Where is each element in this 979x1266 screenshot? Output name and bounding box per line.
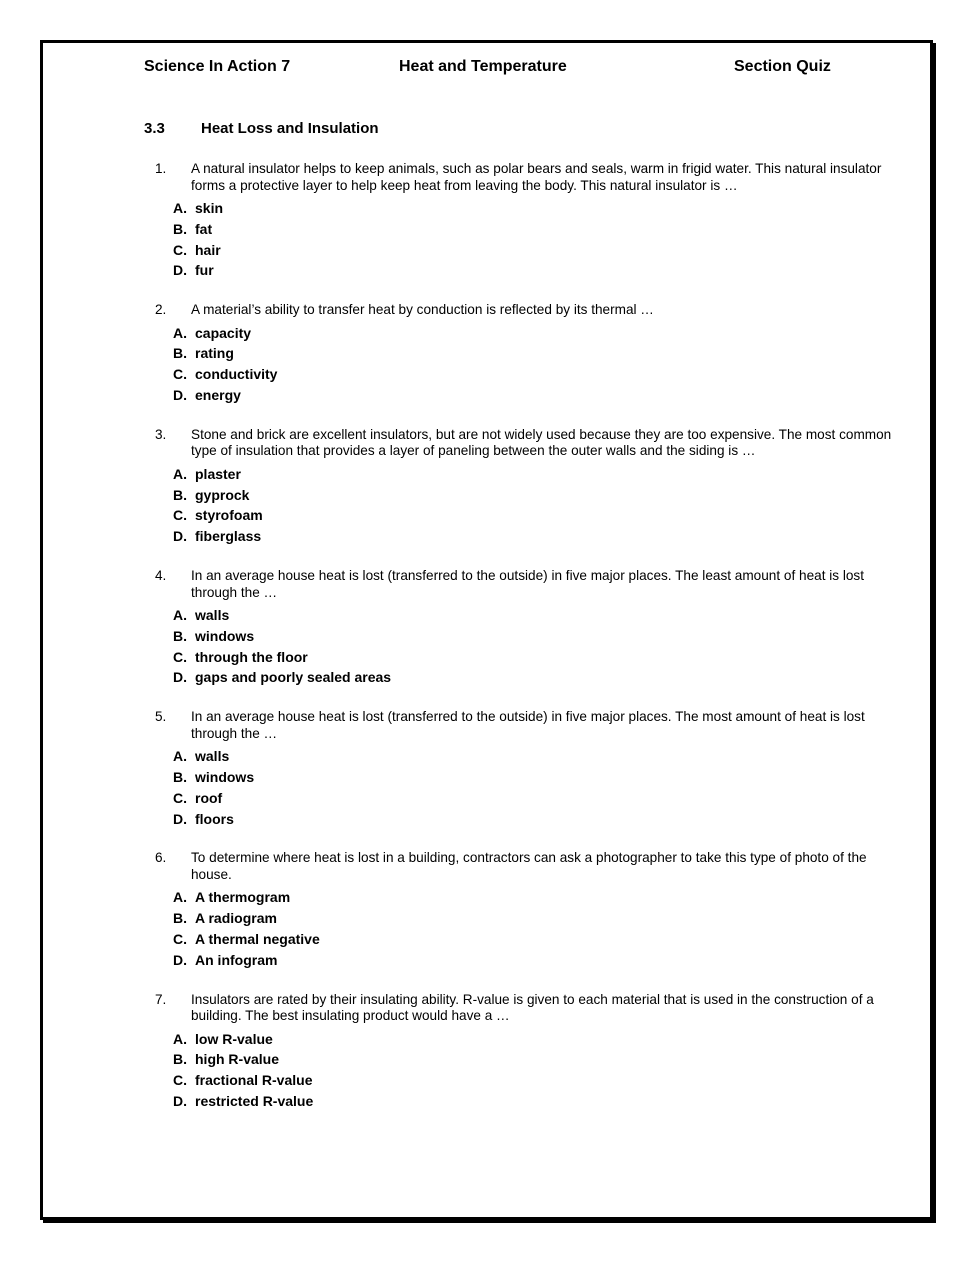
question-number: 1. xyxy=(155,161,167,176)
page-header xyxy=(0,58,979,80)
option-text: walls xyxy=(195,607,230,624)
option-text: walls xyxy=(195,748,230,765)
option-letter: B. xyxy=(173,910,187,927)
question-stem xyxy=(155,302,895,319)
question-2 xyxy=(155,302,895,406)
option-letter: A. xyxy=(173,748,187,765)
question-text: A material’s ability to transfer heat by conduction is reflected by its thermal … xyxy=(191,302,654,318)
option-text: plaster xyxy=(195,465,241,482)
option-letter: D. xyxy=(173,669,187,686)
answer-option xyxy=(173,240,895,261)
question-1 xyxy=(155,161,895,281)
question-number: 7. xyxy=(155,991,167,1007)
unit-title: Heat and Temperature xyxy=(399,58,567,75)
option-letter: D. xyxy=(173,387,187,404)
option-text: roof xyxy=(195,789,223,806)
answer-option xyxy=(173,908,895,929)
option-text: styrofoam xyxy=(195,507,263,524)
answer-option xyxy=(173,385,895,406)
option-text: skin xyxy=(195,200,224,216)
answer-options xyxy=(173,323,895,406)
question-3 xyxy=(155,427,895,547)
answer-option xyxy=(173,746,895,767)
answer-option xyxy=(173,485,895,506)
option-letter: B. xyxy=(173,220,187,237)
option-letter: C. xyxy=(173,931,187,948)
option-letter: A. xyxy=(173,324,187,341)
question-4 xyxy=(155,568,895,688)
option-text: gaps and poorly sealed areas xyxy=(195,669,392,686)
section-heading xyxy=(144,120,379,137)
option-text: windows xyxy=(195,769,255,786)
question-stem xyxy=(155,850,895,883)
answer-option xyxy=(173,950,895,971)
question-list xyxy=(155,161,895,1133)
option-letter: B. xyxy=(173,345,187,362)
answer-option xyxy=(173,505,895,526)
option-text: hair xyxy=(195,241,221,258)
question-text: A natural insulator helps to keep animals, such as polar bears and seals, warm in frigid water. This natural insulator forms a protective layer to help keep heat from leaving the body. This natural insulator is … xyxy=(191,161,882,193)
answer-options xyxy=(173,1029,895,1112)
option-text: energy xyxy=(195,387,241,404)
question-7 xyxy=(155,992,895,1112)
question-number: 4. xyxy=(155,568,167,584)
question-text: In an average house heat is lost (transferred to the outside) in five major places. The most amount of heat is lost through the … xyxy=(191,709,865,741)
answer-option xyxy=(173,343,895,364)
option-letter: A. xyxy=(173,465,187,482)
course-title: Science In Action 7 xyxy=(144,58,291,75)
answer-options xyxy=(173,605,895,688)
option-text: fur xyxy=(195,262,214,279)
option-letter: D. xyxy=(173,1093,187,1110)
option-text: windows xyxy=(195,627,255,644)
option-text: conductivity xyxy=(195,366,278,383)
option-letter: A. xyxy=(173,200,187,216)
option-text: restricted R-value xyxy=(195,1093,314,1110)
answer-option xyxy=(173,767,895,788)
answer-option xyxy=(173,364,895,385)
answer-option xyxy=(173,788,895,809)
answer-option xyxy=(173,809,895,830)
answer-option xyxy=(173,1049,895,1070)
option-text: An infogram xyxy=(195,951,278,968)
question-text: To determine where heat is lost in a building, contractors can ask a photographer to take this type of photo of the house. xyxy=(191,850,867,882)
option-text: A thermal negative xyxy=(195,931,320,948)
option-letter: C. xyxy=(173,1072,187,1089)
answer-option xyxy=(173,667,895,688)
question-stem xyxy=(155,709,895,742)
option-letter: C. xyxy=(173,789,187,806)
question-text: Stone and brick are excellent insulators, but are not widely used because they are too expensive. The most common type of insulation that provides a layer of paneling between the outer walls and the siding is … xyxy=(191,426,892,459)
option-text: through the floor xyxy=(195,648,308,665)
option-letter: A. xyxy=(173,1030,187,1047)
option-letter: C. xyxy=(173,507,187,524)
option-text: A radiogram xyxy=(195,910,277,927)
answer-option xyxy=(173,605,895,626)
option-text: rating xyxy=(195,345,234,362)
option-text: floors xyxy=(195,810,234,827)
question-5 xyxy=(155,709,895,829)
answer-option xyxy=(173,887,895,908)
answer-option xyxy=(173,1091,895,1112)
answer-option xyxy=(173,260,895,281)
question-text: Insulators are rated by their insulating ability. R-value is given to each material that is used in the construction of a building. The best insulating product would have a … xyxy=(191,991,874,1024)
question-stem xyxy=(155,992,895,1025)
question-stem xyxy=(155,427,895,460)
option-text: gyprock xyxy=(195,486,250,503)
option-letter: D. xyxy=(173,951,187,968)
option-letter: D. xyxy=(173,262,187,279)
answer-option xyxy=(173,1070,895,1091)
option-letter: B. xyxy=(173,486,187,503)
answer-options xyxy=(173,198,895,281)
quiz-type: Section Quiz xyxy=(734,58,831,75)
option-letter: C. xyxy=(173,648,187,665)
answer-option xyxy=(173,464,895,485)
answer-options xyxy=(173,887,895,970)
option-letter: C. xyxy=(173,366,187,383)
option-text: capacity xyxy=(195,324,252,341)
question-number: 3. xyxy=(155,426,167,442)
option-letter: A. xyxy=(173,607,187,624)
option-letter: B. xyxy=(173,627,187,644)
option-text: fiberglass xyxy=(195,528,262,545)
option-text: A thermogram xyxy=(195,889,291,906)
option-text: fat xyxy=(195,220,213,237)
answer-options xyxy=(173,746,895,829)
option-letter: C. xyxy=(173,241,187,258)
option-text: low R-value xyxy=(195,1030,273,1047)
answer-option xyxy=(173,219,895,240)
question-number: 2. xyxy=(155,302,167,318)
option-text: fractional R-value xyxy=(195,1072,313,1089)
question-number: 5. xyxy=(155,709,167,725)
answer-option xyxy=(173,647,895,668)
section-title: Heat Loss and Insulation xyxy=(201,120,379,137)
question-6 xyxy=(155,850,895,970)
option-letter: A. xyxy=(173,889,187,906)
question-stem xyxy=(155,568,895,601)
question-text: In an average house heat is lost (transferred to the outside) in five major places. The least amount of heat is lost through the … xyxy=(191,568,865,600)
option-letter: B. xyxy=(173,769,187,786)
answer-options xyxy=(173,464,895,547)
option-letter: B. xyxy=(173,1051,187,1068)
answer-option xyxy=(173,198,895,219)
question-stem xyxy=(155,161,895,194)
answer-option xyxy=(173,323,895,344)
option-letter: D. xyxy=(173,810,187,827)
answer-option xyxy=(173,929,895,950)
answer-option xyxy=(173,626,895,647)
answer-option xyxy=(173,1029,895,1050)
option-letter: D. xyxy=(173,528,187,545)
question-number: 6. xyxy=(155,850,167,866)
answer-option xyxy=(173,526,895,547)
option-text: high R-value xyxy=(195,1051,280,1068)
section-number: 3.3 xyxy=(144,120,165,137)
